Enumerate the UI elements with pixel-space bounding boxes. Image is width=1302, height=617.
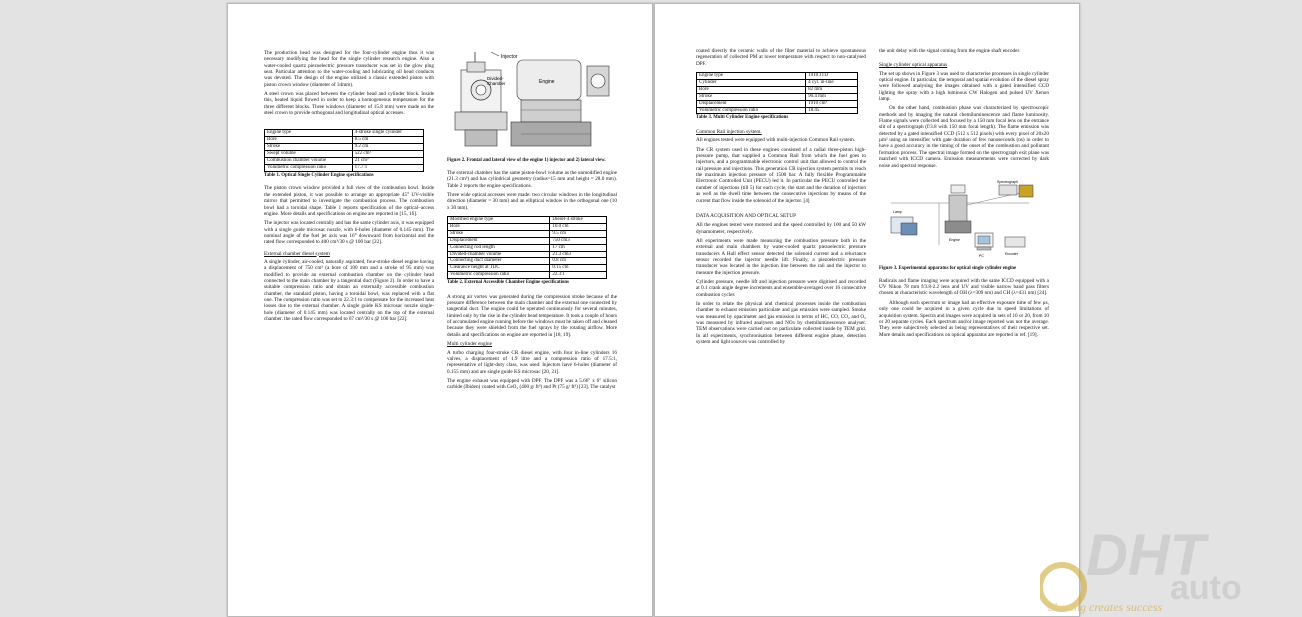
engine-diagram (447, 50, 617, 153)
table-row (448, 272, 607, 279)
table-cell: Displacement (697, 100, 806, 107)
table-row (448, 217, 607, 224)
table-cell: Divided-chamber volume (448, 251, 550, 258)
table-cell: Bore (697, 86, 806, 93)
figure-3-apparatus (879, 175, 1049, 263)
dht-auto-watermark (1040, 515, 1295, 615)
figure-label: PC (979, 253, 984, 258)
table-cell: 1910 cm³ (806, 100, 858, 107)
table-2-external-chamber (447, 216, 607, 279)
table-cell: 1910 JTD (806, 73, 858, 80)
table-cell: 10.0 cm (550, 223, 607, 230)
paragraph: The piston crown window provided a full view of the combustion bowl. Inside the extended piston, it was possible to arrange an appropriate 45° UV-visible mirror that permitted to investigate the combustion process. The combustion bowl had a toroidal shape. Table 1 reports specification of the optical–access engine. More details and specifications on engine are reported in [15, 16]. (264, 185, 434, 217)
paragraph: the unit delay with the signal coming from the engine shaft encoder. (879, 48, 1021, 54)
table-cell: 0.15 cm (550, 265, 607, 272)
left-column-2 (447, 50, 617, 394)
table-row (697, 93, 858, 100)
table-cell: Volumetric compression ratio (697, 107, 806, 114)
watermark-brand: auto (1170, 569, 1242, 607)
paragraph: A strong air vortex was generated during the compression stroke because of the pressure difference between the main chamber and the external one connected by tangential duct. The engine could be operated continuously for several minutes, limited only by the rise in the cylinder head temperature. It took a couple of hours of accumulated engine running before the windows must be taken off and cleaned because they were shielded from the fuel sprays by the rotating airflow. More details and specifications on engine are reported in [18, 19]. (447, 293, 617, 338)
figure-caption: Figure 3. Experimental apparatus for optical single cylinder engine (879, 266, 1017, 272)
table-row (265, 151, 424, 158)
figure-label: Engine (539, 79, 555, 85)
section-title: DATA ACQUISITION AND OPTICAL SETUP (696, 212, 796, 219)
table-cell: Clearance height at TDC (448, 265, 550, 272)
table-cell: Stroke (697, 93, 806, 100)
paragraph: On the other hand, combustion phase was characterized by spectroscopic methods and by imaging the natural chemiluminescence and flame luminosity. Flame signals were collected and focused by a 150 mm focal lens on the entrance slit of a spectrograph (f/3.8 with 150 mm focal length). The flame emission was detected by a gated intensified CCD (512 x 512 pixels) with every pixel of 20x20 µm² using an intensifier with gate duration of few nanoseconds (ns) in order to have a good accuracy in the timing of the onset of the combustion and pollutant formation process. The spectral image formed on the spectrograph exit plane was matched with ICCD camera. Emission measurements were corrected by dark noise and spectral response. (879, 105, 1049, 169)
section-heading: External chamber diesel system (264, 250, 330, 257)
table-cell: Connecting duct diameter (448, 258, 550, 265)
table-cell: Engine type (697, 73, 806, 80)
paragraph: Although each spectrum or image had an effective exposure time of few µs, only one could be acquired in a given cycle due to speed limitations of acquisition system. Spectra and images were acquired in sets of 10 or 20, from 10 or 20 separate cycles. Each spectrum and/or image reported was not the average. They were subjectively selected as being representatives of their respective set. More details and specifications on optical apparatus are reported in ref. [19]. (879, 299, 1049, 338)
left-column-1 (264, 50, 434, 325)
table-row (448, 230, 607, 237)
table-cell: 21.3 cm3 (550, 251, 607, 258)
table-row (448, 237, 607, 244)
paragraph: The external chamber has the same piston-bowl volume as the unmodified engine (21.3 cm³) and has cylindrical geometry (radius=15 mm and height = 28.0 mm). Table 2 reports the engine specifications. (447, 169, 617, 189)
table-caption: Table 2. External Accessible Chamber Engine specifications (447, 280, 569, 286)
table-cell: 522 cm³ (352, 151, 423, 158)
table-row (448, 244, 607, 251)
figure-label: Spectrograph (997, 179, 1019, 184)
figure-label: Chamber (487, 81, 506, 86)
paragraph: Three wide optical accesses were made: two circular windows in the longitudinal direction (diameter = 30 mm) and an elliptical window in the orthogonal one (10 x 30 mm). (447, 191, 617, 211)
table-cell: Stroke (448, 230, 550, 237)
paragraph: Cylinder pressure, needle lift and injection pressure were digitised and recorded at 0.1 crank angle degree increments and ensemble-averaged over 16 consecutive combustion cycles (696, 278, 866, 298)
figure-caption: Figure 2. Frontal and lateral view of the engine 1) injector and 2) lateral view. (447, 158, 606, 164)
paragraph: The CR system used in these engines consisted of a radial three-piston high-pressure pump, that supplied a Common Rail from which the fuel goes to injectors, and a programmable electronic control unit that allowed to control the rail pressure and injections. This generation CR injection system permits to reach the maximum injection pressure of 1500 bar. A fully flexible Programmable Electronic Controlled Unit (PECU) led it. In particular the PECU controlled the number of injections (till 5) for each cycle, the start and the duration of injection as well as the dwell time between the consecutive injections by means of the current that flow inside the solenoid of the injector. [4] (696, 146, 866, 204)
table-cell: Swept volume (265, 151, 353, 158)
table-row (448, 223, 607, 230)
table-1-optical-engine (264, 129, 424, 171)
table-row (697, 107, 858, 114)
watermark-tagline: Sharing creates success (1048, 600, 1163, 614)
figure-label: Engine (949, 237, 960, 242)
table-row (265, 164, 424, 171)
table-row (265, 158, 424, 165)
figure-label: Lamp (893, 209, 902, 214)
table-caption: Table 3. Multi Cylinder Engine specifications (696, 115, 789, 121)
paragraph: A turbo charging four-stroke CR diesel engine, with four in-line cylinders 16 valves, a displacement of 1.9 litre and a compression ratio of 17.5:1, representative of light-duty class, was used. Injectors have 6-holes (diameter of 0.155 mm) and are single guide KS microsac [20, 21]. (447, 349, 617, 375)
table-cell: 22.3:1 (550, 272, 607, 279)
table-cell: Connecting rod length (448, 244, 550, 251)
section-heading: Multi cylinder engine (447, 341, 492, 348)
section-heading: Common Rail injection system. (696, 129, 762, 136)
document-page-right (654, 3, 1080, 617)
table-cell: 4-stroke single cylinder (352, 130, 423, 137)
paragraph: The production head was designed for the four-cylinder engine thus it was necessary modifying the head for the single cylinder research engine. Also a water-cooled quartz piezoelectric pressure transducer was set in the glow plug seat. Particular attention to the water-cooling and lubricating oil head conducts was devoted. The design of the engine utilized a classic extended piston with piston crown window (diameter of 34mm). (264, 50, 434, 88)
table-cell: 17.7:1 (352, 164, 423, 171)
document-page-left (227, 3, 653, 617)
figure-2-engine (447, 50, 617, 155)
paragraph: A steel crown was placed between the cylinder head and cylinder block. Inside this, heated liquid flowed in order to keep a homogeneous temperature for the three different blocks. Three windows (diameter of 15.8 mm) were made on the steel crown to provide orthogonal and longitudinal optical accesses. (264, 91, 434, 117)
paragraph: All the engines tested were motored and the speed controlled by 100 and 50 kW dynamometer, respectively. (696, 222, 866, 235)
paragraph: Radicals and flame imaging were acquired with the same ICCD equipped with a UV Nikon 78 mm f/3.8-2.2 lens and UV and visible narrow band pass filters chosen at characteristic wavelength of OH (λ=309 nm) and CH (λ=431 nm) [24]. (879, 277, 1049, 297)
table-cell: Cylinder (697, 79, 806, 86)
table-caption: Table 1. Optical Single Cylinder Engine specifications (264, 172, 374, 178)
table-row (697, 79, 858, 86)
right-column-1 (696, 48, 866, 348)
table-cell: 9.5 cm (550, 230, 607, 237)
paragraph: The engine exhaust was equipped with DPF. The DPF was a 5.66" x 6" silicon carbide (Ibiden) coated with CeO₂ (400 g/ ft³) and Pt (75 g/ ft³) [23]. The catalyst (447, 377, 617, 391)
figure-label: Divided- (487, 76, 504, 81)
figure-label: Encoder (1005, 251, 1019, 256)
table-cell: Stroke (265, 144, 353, 151)
right-column-2 (879, 48, 1049, 341)
section-heading: Single cylinder optical apparatus (879, 62, 948, 69)
table-cell: Bore (265, 137, 353, 144)
table-cell: 90.4 mm (806, 93, 858, 100)
paragraph: All experiments were made measuring the combustion pressure both in the external and main chambers by water-cooled quartz piezoelectric pressure transducers A Hall effect sensor detected the solenoid current and a reluctance sensor recorded the injector needle lift. Finally, a piezoelectric pressure transducer was located in the injection line between the rail and the injector to measure the injection pressure. (696, 237, 866, 276)
table-row (697, 73, 858, 80)
figure-label: Injector (501, 54, 518, 60)
table-cell: 17 cm (550, 244, 607, 251)
paragraph: All engines tested were equipped with multi-injection Common Rail system. (696, 137, 856, 144)
table-cell: Volumetric compression ratio (265, 164, 353, 171)
table-cell: 0.8 cm (550, 258, 607, 265)
paragraph: The injector was located centrally and has the same cylinder axis, it was equipped with a single guide microsac nozzle, with 6-holes (diameter of 0.145 mm). The nominal angle of the fuel jet axis was 16° downward from horizontal and the rated flow corresponded to 400 cm³/30 s @ 100 bar [22]. (264, 220, 434, 246)
table-cell: Engine type (265, 130, 353, 137)
paragraph: In order to relate the physical and chemical processes inside the combustion chamber to exhaust emission particulate and gas emission were sampled. Smoke was measured by opacimeter and gas emission in terms of HC, CO, CO₂ and O₂ was measured by infrared analysers and NOx by chemiluminescence analyser. TEM observations were carried out on particulate collected inside by TEM grid. In all experiments, synchronisation between different engine phase, detection system and light sources was controlled by (696, 300, 866, 346)
apparatus-diagram (879, 175, 1049, 261)
table-cell: 82 mm (806, 86, 858, 93)
table-cell: 9.2 cm (352, 144, 423, 151)
table-row (448, 265, 607, 272)
table-cell: Modified engine type (448, 217, 550, 224)
table-cell: Combustion chamber volume (265, 158, 353, 165)
table-cell: 8.5 cm (352, 137, 423, 144)
table-3-multi-cylinder (696, 72, 858, 114)
watermark-logo-text: DHT (1086, 523, 1206, 588)
paragraph: The set up shows in Figure 3 was used to characterise processes in single cylinder optical engine. In particular, the temporal and spatial evolution of the diesel spray were followed analysing the images obtained with a gated intensified CCD lighting the spray with a high luminous CW Halogen and pulsed UV Xenon lamp. (879, 70, 1049, 103)
table-row (697, 86, 858, 93)
paragraph: coated directly the ceramic walls of the filter material to achieve spontaneous regeneration of collected PM at lower temperature with respect to non-catalysed DPF. (696, 48, 866, 67)
table-cell: Volumetric compression ratio (448, 272, 550, 279)
table-cell: 18.45 (806, 107, 858, 114)
table-row (265, 144, 424, 151)
table-row (265, 137, 424, 144)
table-row (697, 100, 858, 107)
table-cell: 750 cm3 (550, 237, 607, 244)
paragraph: A single cylinder, air-cooled, naturally aspirated, four-stroke diesel engine having a displacement of 750 cm³ (a bore of 100 mm and a stroke of 95 mm) was modified to provide an external combustion chamber on the cylinder head connected to the main chamber by a tangential duct (Figure 2). In order to have a suitable compression ratio and obtain an externally accessible combustion chamber, the standard piston, having a toroidal bowl, was replaced with a flat one. The compression ratio was set to 22.3:1 to compensate for the increased heat losses due to the external chamber. A single guide KS microsac nozzle single-hole (diameter of 0.145 mm) was located centrally on the top of the external chamber. the rated flow corresponded to 67 cm³/30 s @ 100 bar [22]. (264, 258, 434, 322)
table-cell: Diesel-4 stroke (550, 217, 607, 224)
table-row (265, 130, 424, 137)
table-cell: Displacement (448, 237, 550, 244)
table-cell: 21 cm³ (352, 158, 423, 165)
table-cell: 4 cyl. in-line (806, 79, 858, 86)
table-row (448, 258, 607, 265)
table-row (448, 251, 607, 258)
table-cell: Bore (448, 223, 550, 230)
